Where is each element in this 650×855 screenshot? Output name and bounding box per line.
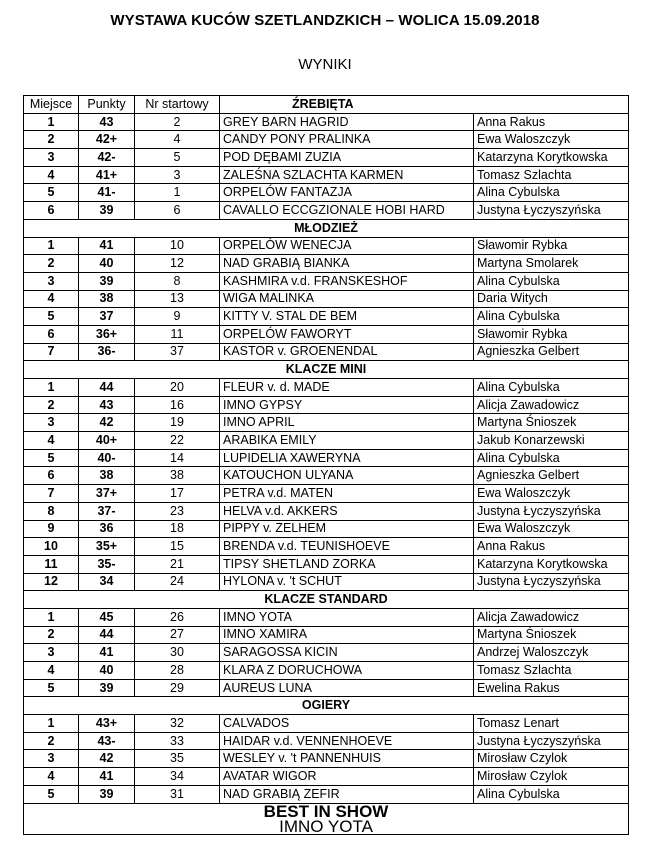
start-number-cell: 12 bbox=[135, 255, 220, 273]
owner-cell: Agnieszka Gelbert bbox=[474, 343, 629, 361]
owner-cell: Daria Witych bbox=[474, 290, 629, 308]
best-in-show-footer bbox=[24, 803, 629, 834]
table-row bbox=[24, 555, 629, 573]
best-in-show-cell bbox=[24, 803, 629, 834]
start-number-cell: 33 bbox=[135, 732, 220, 750]
points-cell: 41+ bbox=[79, 166, 135, 184]
start-number-cell: 24 bbox=[135, 573, 220, 591]
points-cell: 35- bbox=[79, 555, 135, 573]
best-in-show-winner: IMNO YOTA bbox=[279, 816, 373, 834]
start-number-cell: 30 bbox=[135, 644, 220, 662]
points-cell: 43 bbox=[79, 396, 135, 414]
table-row bbox=[24, 750, 629, 768]
table-row bbox=[24, 626, 629, 644]
start-number-cell: 9 bbox=[135, 308, 220, 326]
owner-cell: Alicja Zawadowicz bbox=[474, 396, 629, 414]
points-cell: 42 bbox=[79, 414, 135, 432]
points-cell: 39 bbox=[79, 202, 135, 220]
points-cell: 43 bbox=[79, 113, 135, 131]
owner-cell: Alina Cybulska bbox=[474, 308, 629, 326]
horse-name-cell: IMNO GYPSY bbox=[220, 396, 474, 414]
owner-cell: Alina Cybulska bbox=[474, 184, 629, 202]
column-header-start-number: Nr startowy bbox=[135, 96, 220, 114]
table-row bbox=[24, 785, 629, 803]
points-cell: 45 bbox=[79, 608, 135, 626]
category-label: KLACZE MINI bbox=[24, 361, 629, 379]
table-row bbox=[24, 308, 629, 326]
table-row bbox=[24, 237, 629, 255]
place-cell: 4 bbox=[24, 166, 79, 184]
owner-cell: Alicja Zawadowicz bbox=[474, 608, 629, 626]
column-header-points: Punkty bbox=[79, 96, 135, 114]
table-row bbox=[24, 520, 629, 538]
start-number-cell: 4 bbox=[135, 131, 220, 149]
owner-cell: Justyna Łyczyszyńska bbox=[474, 573, 629, 591]
points-cell: 37+ bbox=[79, 485, 135, 503]
points-cell: 36+ bbox=[79, 325, 135, 343]
place-cell: 1 bbox=[24, 715, 79, 733]
place-cell: 4 bbox=[24, 290, 79, 308]
horse-name-cell: NAD GRABIĄ BIANKA bbox=[220, 255, 474, 273]
table-row bbox=[24, 715, 629, 733]
place-cell: 9 bbox=[24, 520, 79, 538]
horse-name-cell: POD DĘBAMI ZUZIA bbox=[220, 149, 474, 167]
owner-cell: Sławomir Rybka bbox=[474, 325, 629, 343]
place-cell: 1 bbox=[24, 608, 79, 626]
place-cell: 2 bbox=[24, 396, 79, 414]
page-title: WYSTAWA KUCÓW SZETLANDZKICH – WOLICA 15.09.2018 bbox=[110, 12, 540, 29]
place-cell: 6 bbox=[24, 325, 79, 343]
place-cell: 6 bbox=[24, 467, 79, 485]
points-cell: 39 bbox=[79, 272, 135, 290]
horse-name-cell: ORPELÓW FANTAZJA bbox=[220, 184, 474, 202]
table-row bbox=[24, 768, 629, 786]
place-cell: 2 bbox=[24, 131, 79, 149]
start-number-cell: 22 bbox=[135, 432, 220, 450]
table-row bbox=[24, 414, 629, 432]
horse-name-cell: CALVADOS bbox=[220, 715, 474, 733]
horse-name-cell: KASTOR v. GROENENDAL bbox=[220, 343, 474, 361]
owner-cell: Jakub Konarzewski bbox=[474, 432, 629, 450]
start-number-cell: 5 bbox=[135, 149, 220, 167]
table-row bbox=[24, 113, 629, 131]
start-number-cell: 34 bbox=[135, 768, 220, 786]
table-row bbox=[24, 679, 629, 697]
owner-cell: Justyna Łyczyszyńska bbox=[474, 202, 629, 220]
table-row bbox=[24, 502, 629, 520]
place-cell: 5 bbox=[24, 184, 79, 202]
table-row bbox=[24, 538, 629, 556]
points-cell: 41- bbox=[79, 184, 135, 202]
table-row bbox=[24, 325, 629, 343]
owner-cell: Katarzyna Korytkowska bbox=[474, 555, 629, 573]
points-cell: 41 bbox=[79, 644, 135, 662]
points-cell: 39 bbox=[79, 679, 135, 697]
start-number-cell: 3 bbox=[135, 166, 220, 184]
start-number-cell: 8 bbox=[135, 272, 220, 290]
table-row bbox=[24, 467, 629, 485]
owner-cell: Ewa Waloszczyk bbox=[474, 485, 629, 503]
points-cell: 42- bbox=[79, 149, 135, 167]
owner-cell: Martyna Śnioszek bbox=[474, 626, 629, 644]
table-row bbox=[24, 608, 629, 626]
points-cell: 37- bbox=[79, 502, 135, 520]
start-number-cell: 16 bbox=[135, 396, 220, 414]
points-cell: 43+ bbox=[79, 715, 135, 733]
owner-cell: Alina Cybulska bbox=[474, 785, 629, 803]
place-cell: 3 bbox=[24, 272, 79, 290]
start-number-cell: 35 bbox=[135, 750, 220, 768]
owner-cell: Alina Cybulska bbox=[474, 272, 629, 290]
start-number-cell: 6 bbox=[135, 202, 220, 220]
place-cell: 4 bbox=[24, 768, 79, 786]
table-row bbox=[24, 255, 629, 273]
points-cell: 41 bbox=[79, 768, 135, 786]
place-cell: 1 bbox=[24, 379, 79, 397]
table-row bbox=[24, 573, 629, 591]
place-cell: 8 bbox=[24, 502, 79, 520]
horse-name-cell: IMNO APRIL bbox=[220, 414, 474, 432]
start-number-cell: 17 bbox=[135, 485, 220, 503]
points-cell: 36 bbox=[79, 520, 135, 538]
horse-name-cell: TIPSY SHETLAND ZORKA bbox=[220, 555, 474, 573]
page-subtitle: WYNIKI bbox=[298, 56, 352, 73]
owner-cell: Tomasz Lenart bbox=[474, 715, 629, 733]
horse-name-cell: WESLEY v. 't PANNENHUIS bbox=[220, 750, 474, 768]
points-cell: 34 bbox=[79, 573, 135, 591]
table-row bbox=[24, 166, 629, 184]
start-number-cell: 27 bbox=[135, 626, 220, 644]
horse-name-cell: ORPELÓW WENECJA bbox=[220, 237, 474, 255]
horse-name-cell: BRENDA v.d. TEUNISHOEVE bbox=[220, 538, 474, 556]
horse-name-cell: ZALEŚNA SZLACHTA KARMEN bbox=[220, 166, 474, 184]
start-number-cell: 19 bbox=[135, 414, 220, 432]
table-row bbox=[24, 449, 629, 467]
table-row bbox=[24, 272, 629, 290]
place-cell: 3 bbox=[24, 644, 79, 662]
start-number-cell: 32 bbox=[135, 715, 220, 733]
category-row bbox=[24, 361, 629, 379]
place-cell: 10 bbox=[24, 538, 79, 556]
horse-name-cell: SARAGOSSA KICIN bbox=[220, 644, 474, 662]
points-cell: 42 bbox=[79, 750, 135, 768]
points-cell: 37 bbox=[79, 308, 135, 326]
table-row bbox=[24, 379, 629, 397]
place-cell: 11 bbox=[24, 555, 79, 573]
table-row bbox=[24, 149, 629, 167]
start-number-cell: 1 bbox=[135, 184, 220, 202]
place-cell: 2 bbox=[24, 732, 79, 750]
best-in-show-title: BEST IN SHOW bbox=[263, 803, 389, 821]
column-header-place: Miejsce bbox=[24, 96, 79, 114]
points-cell: 36- bbox=[79, 343, 135, 361]
points-cell: 41 bbox=[79, 237, 135, 255]
start-number-cell: 21 bbox=[135, 555, 220, 573]
start-number-cell: 13 bbox=[135, 290, 220, 308]
place-cell: 3 bbox=[24, 149, 79, 167]
owner-cell: Sławomir Rybka bbox=[474, 237, 629, 255]
horse-name-cell: KASHMIRA v.d. FRANSKESHOF bbox=[220, 272, 474, 290]
points-cell: 35+ bbox=[79, 538, 135, 556]
owner-cell: Andrzej Waloszczyk bbox=[474, 644, 629, 662]
horse-name-cell: CAVALLO ECCGZIONALE HOBI HARD bbox=[220, 202, 474, 220]
table-row bbox=[24, 396, 629, 414]
table-row bbox=[24, 644, 629, 662]
points-cell: 40 bbox=[79, 255, 135, 273]
horse-name-cell: ORPELÓW FAWORYT bbox=[220, 325, 474, 343]
table-header bbox=[24, 96, 629, 114]
table-row bbox=[24, 131, 629, 149]
horse-name-cell: KLARA Z DORUCHOWA bbox=[220, 662, 474, 680]
column-header-first-category: ŹREBIĘTA bbox=[220, 96, 629, 114]
start-number-cell: 23 bbox=[135, 502, 220, 520]
start-number-cell: 10 bbox=[135, 237, 220, 255]
owner-cell: Martyna Smolarek bbox=[474, 255, 629, 273]
place-cell: 5 bbox=[24, 785, 79, 803]
owner-cell: Alina Cybulska bbox=[474, 449, 629, 467]
place-cell: 12 bbox=[24, 573, 79, 591]
owner-cell: Anna Rakus bbox=[474, 113, 629, 131]
points-cell: 44 bbox=[79, 626, 135, 644]
points-cell: 44 bbox=[79, 379, 135, 397]
points-cell: 38 bbox=[79, 467, 135, 485]
place-cell: 5 bbox=[24, 308, 79, 326]
place-cell: 2 bbox=[24, 626, 79, 644]
table-row bbox=[24, 290, 629, 308]
start-number-cell: 20 bbox=[135, 379, 220, 397]
category-row bbox=[24, 697, 629, 715]
owner-cell: Mirosław Czylok bbox=[474, 750, 629, 768]
points-cell: 39 bbox=[79, 785, 135, 803]
horse-name-cell: AVATAR WIGOR bbox=[220, 768, 474, 786]
horse-name-cell: FLEUR v. d. MADE bbox=[220, 379, 474, 397]
horse-name-cell: WIGA MALINKA bbox=[220, 290, 474, 308]
start-number-cell: 2 bbox=[135, 113, 220, 131]
horse-name-cell: HELVA v.d. AKKERS bbox=[220, 502, 474, 520]
owner-cell: Tomasz Szlachta bbox=[474, 662, 629, 680]
place-cell: 6 bbox=[24, 202, 79, 220]
horse-name-cell: NAD GRABIĄ ZEFIR bbox=[220, 785, 474, 803]
place-cell: 3 bbox=[24, 750, 79, 768]
start-number-cell: 31 bbox=[135, 785, 220, 803]
owner-cell: Justyna Łyczyszyńska bbox=[474, 502, 629, 520]
table-row bbox=[24, 432, 629, 450]
place-cell: 3 bbox=[24, 414, 79, 432]
place-cell: 4 bbox=[24, 662, 79, 680]
best-in-show-row bbox=[24, 803, 629, 834]
horse-name-cell: PIPPY v. ZELHEM bbox=[220, 520, 474, 538]
category-row bbox=[24, 219, 629, 237]
place-cell: 4 bbox=[24, 432, 79, 450]
owner-cell: Tomasz Szlachta bbox=[474, 166, 629, 184]
table-row bbox=[24, 662, 629, 680]
owner-cell: Ewa Waloszczyk bbox=[474, 131, 629, 149]
points-cell: 40- bbox=[79, 449, 135, 467]
owner-cell: Justyna Łyczyszyńska bbox=[474, 732, 629, 750]
category-label: MŁODZIEŻ bbox=[24, 219, 629, 237]
owner-cell: Mirosław Czylok bbox=[474, 768, 629, 786]
horse-name-cell: HAIDAR v.d. VENNENHOEVE bbox=[220, 732, 474, 750]
table-row bbox=[24, 485, 629, 503]
table-row bbox=[24, 202, 629, 220]
header-row bbox=[24, 96, 629, 114]
results-body bbox=[24, 113, 629, 803]
horse-name-cell: KITTY V. STAL DE BEM bbox=[220, 308, 474, 326]
points-cell: 42+ bbox=[79, 131, 135, 149]
category-label: OGIERY bbox=[24, 697, 629, 715]
horse-name-cell: IMNO YOTA bbox=[220, 608, 474, 626]
horse-name-cell: LUPIDELIA XAWERYNA bbox=[220, 449, 474, 467]
start-number-cell: 14 bbox=[135, 449, 220, 467]
owner-cell: Ewa Waloszczyk bbox=[474, 520, 629, 538]
owner-cell: Anna Rakus bbox=[474, 538, 629, 556]
start-number-cell: 18 bbox=[135, 520, 220, 538]
place-cell: 7 bbox=[24, 343, 79, 361]
place-cell: 2 bbox=[24, 255, 79, 273]
points-cell: 40 bbox=[79, 662, 135, 680]
place-cell: 5 bbox=[24, 679, 79, 697]
table-row bbox=[24, 343, 629, 361]
start-number-cell: 26 bbox=[135, 608, 220, 626]
start-number-cell: 38 bbox=[135, 467, 220, 485]
table-row bbox=[24, 732, 629, 750]
place-cell: 1 bbox=[24, 237, 79, 255]
horse-name-cell: CANDY PONY PRALINKA bbox=[220, 131, 474, 149]
start-number-cell: 28 bbox=[135, 662, 220, 680]
horse-name-cell: AUREUS LUNA bbox=[220, 679, 474, 697]
horse-name-cell: IMNO XAMIRA bbox=[220, 626, 474, 644]
place-cell: 1 bbox=[24, 113, 79, 131]
horse-name-cell: PETRA v.d. MATEN bbox=[220, 485, 474, 503]
place-cell: 7 bbox=[24, 485, 79, 503]
owner-cell: Katarzyna Korytkowska bbox=[474, 149, 629, 167]
start-number-cell: 29 bbox=[135, 679, 220, 697]
results-table bbox=[23, 95, 629, 835]
table-row bbox=[24, 184, 629, 202]
owner-cell: Martyna Śnioszek bbox=[474, 414, 629, 432]
owner-cell: Alina Cybulska bbox=[474, 379, 629, 397]
horse-name-cell: HYLONA v. 't SCHUT bbox=[220, 573, 474, 591]
owner-cell: Agnieszka Gelbert bbox=[474, 467, 629, 485]
horse-name-cell: ARABIKA EMILY bbox=[220, 432, 474, 450]
start-number-cell: 11 bbox=[135, 325, 220, 343]
points-cell: 40+ bbox=[79, 432, 135, 450]
place-cell: 5 bbox=[24, 449, 79, 467]
owner-cell: Ewelina Rakus bbox=[474, 679, 629, 697]
category-row bbox=[24, 591, 629, 609]
horse-name-cell: GREY BARN HAGRID bbox=[220, 113, 474, 131]
points-cell: 43- bbox=[79, 732, 135, 750]
start-number-cell: 15 bbox=[135, 538, 220, 556]
horse-name-cell: KATOUCHON ULYANA bbox=[220, 467, 474, 485]
start-number-cell: 37 bbox=[135, 343, 220, 361]
points-cell: 38 bbox=[79, 290, 135, 308]
category-label: KLACZE STANDARD bbox=[24, 591, 629, 609]
